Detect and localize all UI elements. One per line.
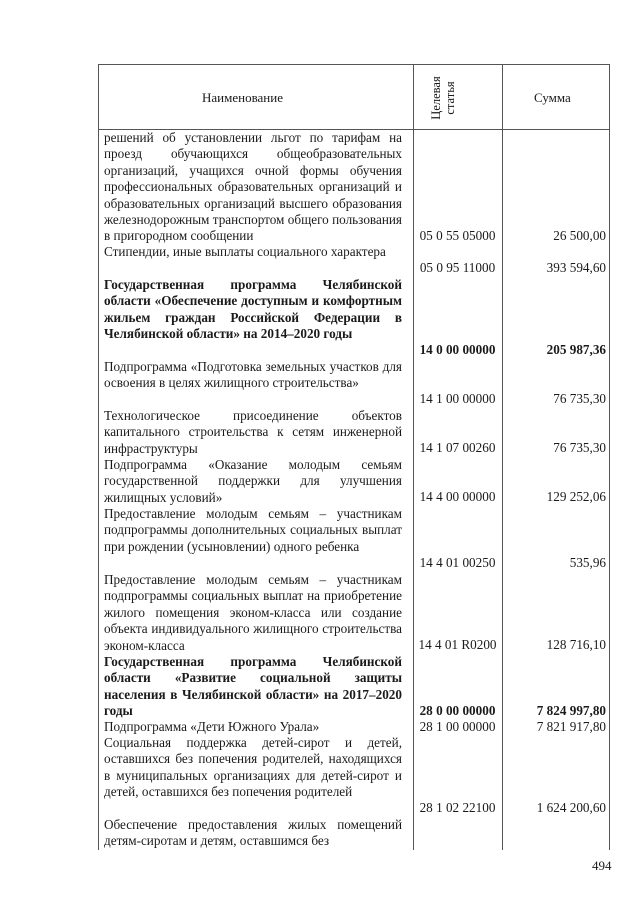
- row-sum: 7 824 997,80: [536, 703, 606, 718]
- row-code: 14 4 01 00250: [419, 555, 496, 570]
- row-code: 28 1 02 22100: [419, 800, 496, 815]
- row-code: 14 1 07 00260: [419, 440, 496, 455]
- row-name: Предоставление молодым семьям – участникам подпрограммы дополнительных социальных выплат при рождении (усыновлении) одного ребенка: [104, 506, 402, 554]
- row-code: 28 0 00 00000: [419, 703, 496, 718]
- row-code: 05 0 95 11000: [419, 260, 496, 275]
- row-name: Государственная программа Челябинской области «Обеспечение доступным и комфортным жильем граждан Российской Федерации в Челябинской области» на 2014–2020 годы: [104, 277, 402, 342]
- row-sum: 7 821 917,80: [536, 719, 606, 734]
- row-name: Подпрограмма «Оказание молодым семьям государственной поддержки для улучшения жилищных условий»: [104, 457, 402, 505]
- row-name: Государственная программа Челябинской области «Развитие социальной защиты населения в Челябинской области» на 2017–2020 годы: [104, 654, 402, 719]
- table-right-border: [609, 64, 610, 850]
- row-name: Подпрограмма «Подготовка земельных участков для освоения в целях жилищного строительства»: [104, 359, 402, 391]
- row-name: решений об установлении льгот по тарифам на проезд обучающихся общеобразовательных организаций, учащихся очной формы обучения профессиональных образовательных организаций и образовательных организаций высшего образования железнодорожным транспортом общего пользования в пригородном сообщении: [104, 130, 402, 244]
- row-name: Подпрограмма «Дети Южного Урала»: [104, 719, 320, 734]
- row-name: Технологическое присоединение объектов капитального строительства к сетям инженерной инфраструктуры: [104, 408, 402, 456]
- row-code: 14 0 00 00000: [419, 342, 496, 357]
- row-sum: 393 594,60: [546, 260, 606, 275]
- budget-table: [98, 64, 610, 850]
- header-code: [429, 70, 485, 126]
- row-code: 05 0 55 05000: [419, 228, 496, 243]
- row-code: 14 4 00 00000: [419, 489, 496, 504]
- row-sum: 205 987,36: [546, 342, 606, 357]
- row-code: 14 4 01 R0200: [418, 637, 497, 652]
- row-sum: 128 716,10: [546, 637, 606, 652]
- row-sum: 76 735,30: [553, 391, 606, 406]
- page-number: 494: [592, 858, 612, 873]
- row-sum: 76 735,30: [553, 440, 606, 455]
- row-sum: 1 624 200,60: [536, 800, 606, 815]
- row-sum: 129 252,06: [546, 489, 606, 504]
- row-sum: 26 500,00: [553, 228, 606, 243]
- row-name: Предоставление молодым семьям – участникам подпрограммы социальных выплат на приобретение жилого помещения эконом-класса или создание объекта индивидуального жилищного строительства эконом-класса: [104, 572, 402, 653]
- row-name: Стипендии, иные выплаты социального характера: [104, 244, 386, 259]
- row-code: 14 1 00 00000: [419, 391, 496, 406]
- row-sum: 535,96: [569, 555, 606, 570]
- table-left-border: [98, 64, 99, 850]
- header-name: Наименование: [202, 90, 283, 105]
- header-code-text: Целевая статья: [429, 76, 457, 120]
- row-name: Обеспечение предоставления жилых помещений детям-сиротам и детям, оставшимся без: [104, 817, 402, 849]
- row-code: 28 1 00 00000: [419, 719, 496, 734]
- row-name: Социальная поддержка детей-сирот и детей, оставшихся без попечения родителей, находящихся в муниципальных организациях для детей-сирот и детей, оставшихся без попечения родителей: [104, 735, 402, 800]
- header-sum: Сумма: [534, 90, 571, 105]
